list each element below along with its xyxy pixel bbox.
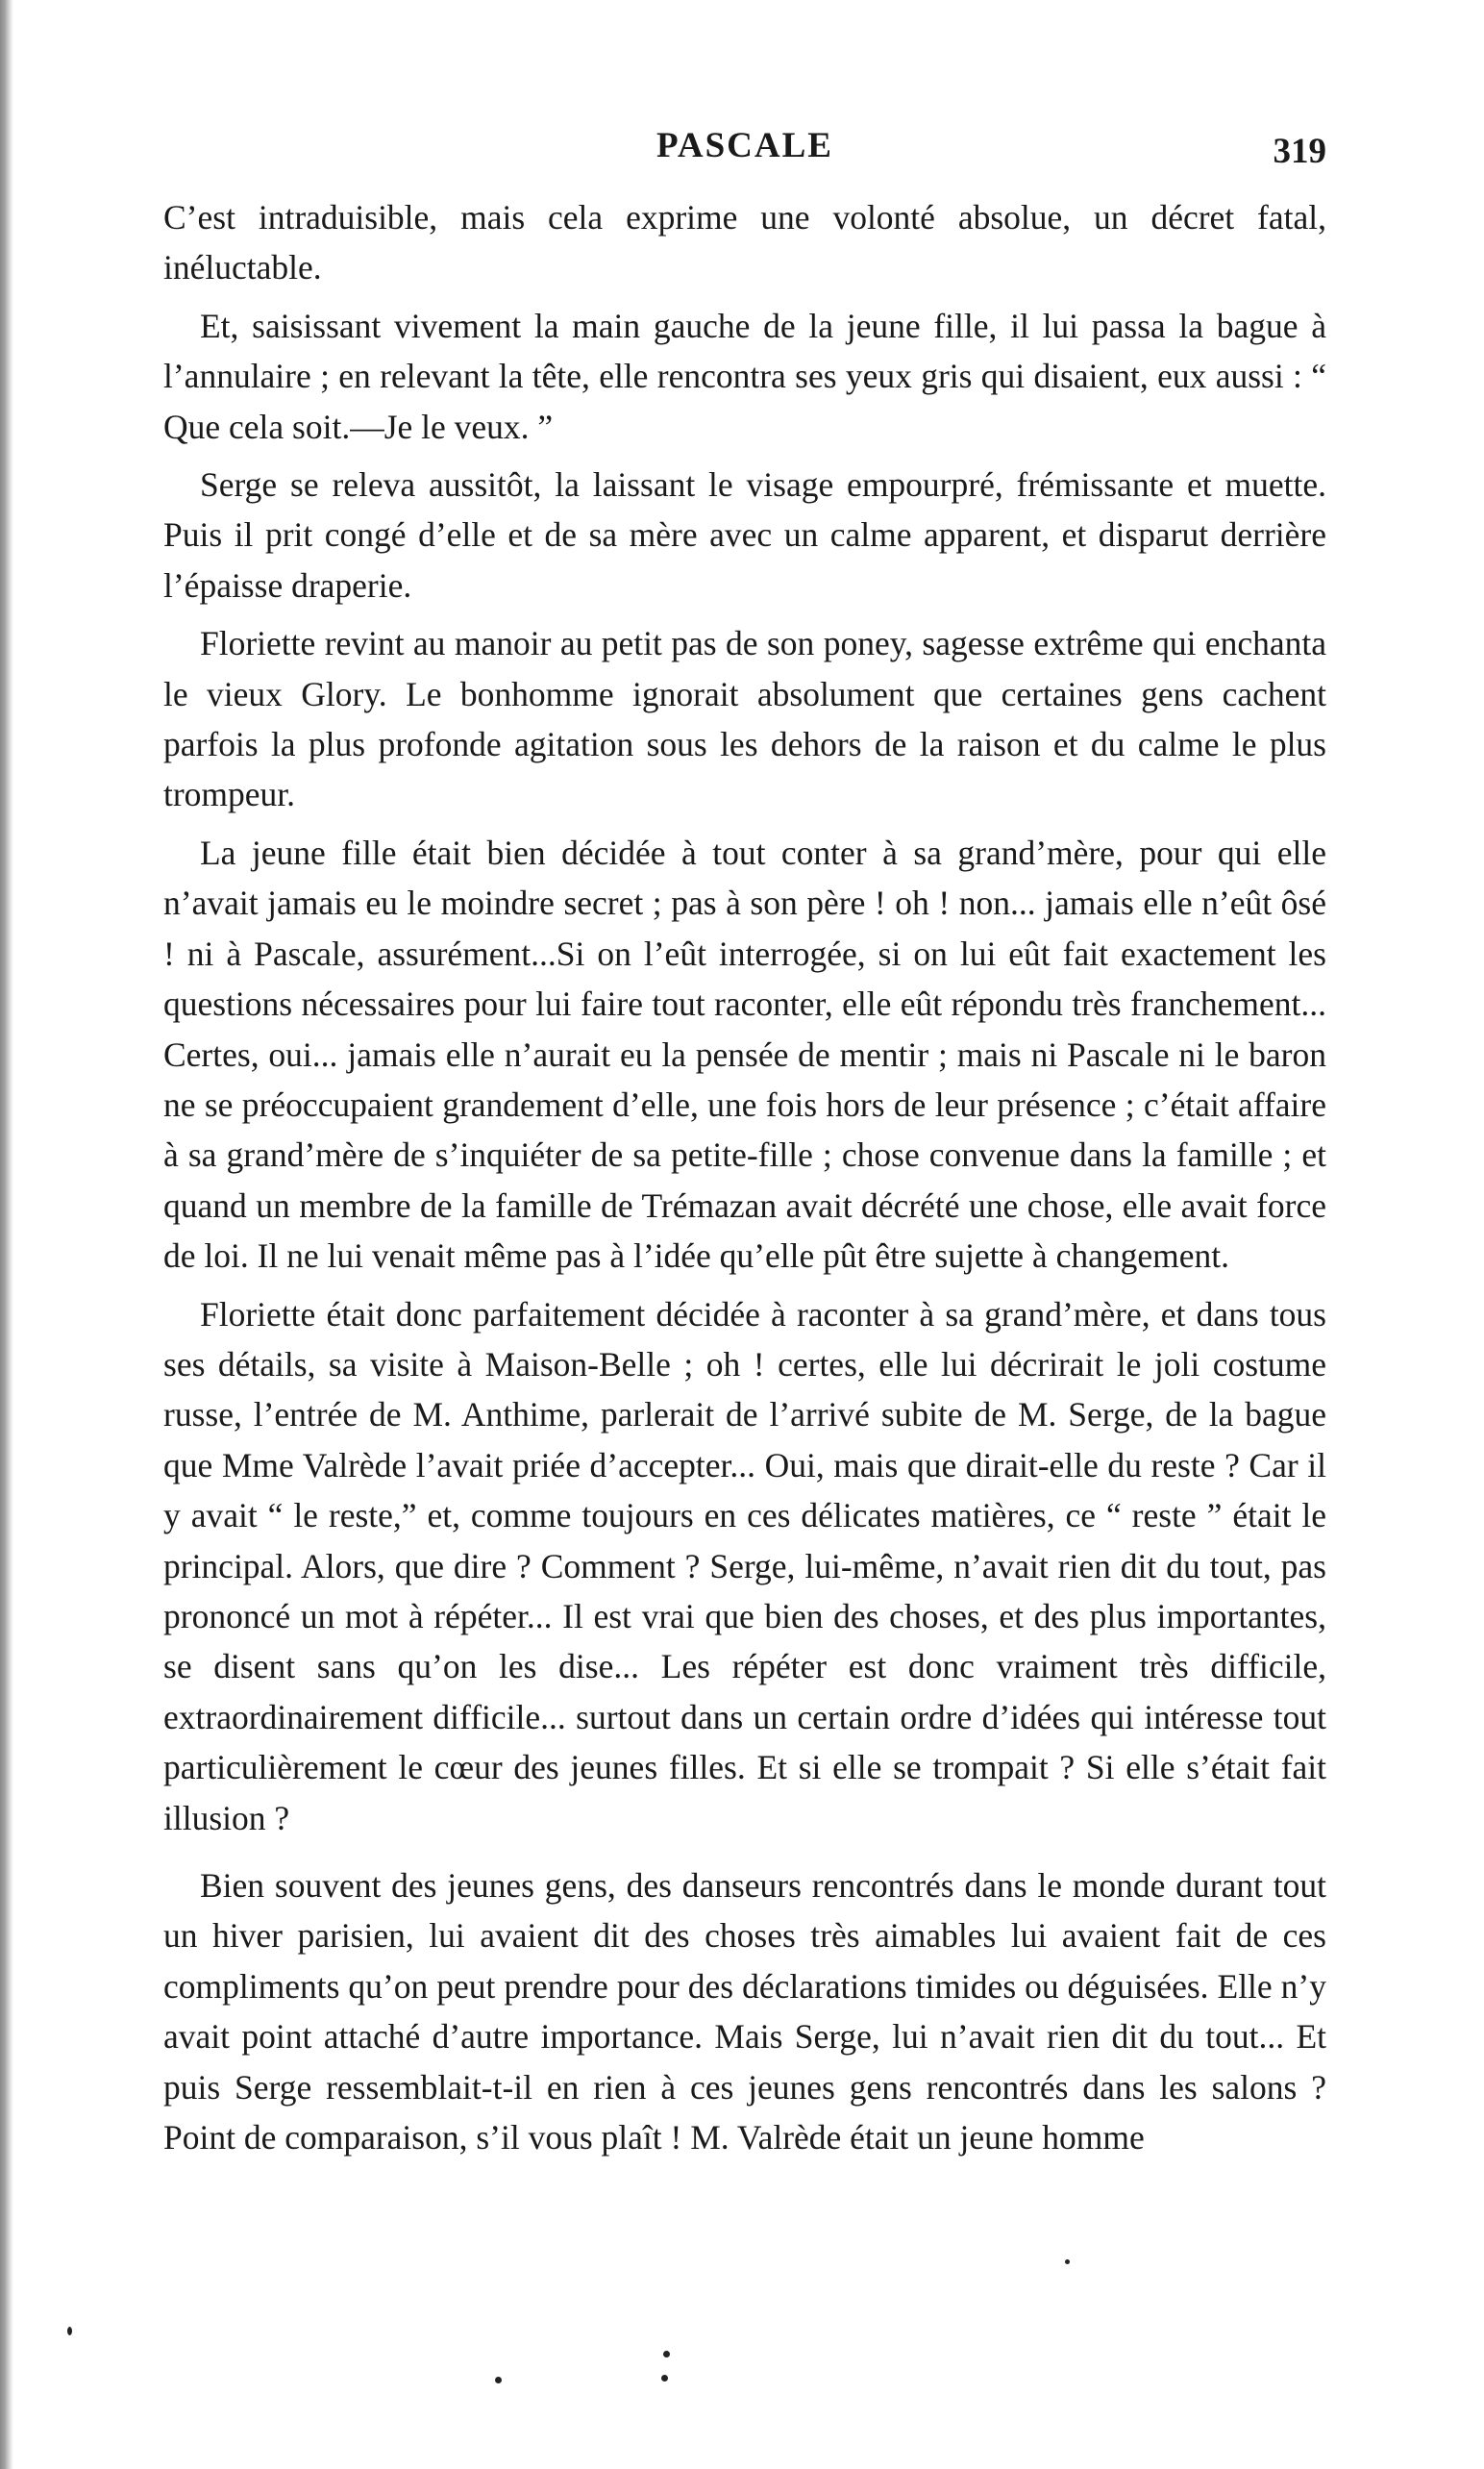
paragraph: Bien souvent des jeunes gens, des danseurs rencontrés dans le monde durant tout un hiver parisien, lui avaient dit des choses très aimables lui avaient fait de ces compliments qu’on peut prendre pour des déclarations timides ou déguisées. Elle n’y avait point attaché d’autre importance. Mais Serge, lui n’avait rien dit du tout... Et puis Serge ressemblait-t-il en rien à ces jeunes gens rencontrés dans les salons ? Point de comparaison, s’il vous plaît ! M. Valrède était un jeune homme — [163, 1866, 1326, 2157]
paragraph: La jeune fille était bien décidée à tout conter à sa grand’mère, pour qui elle n’avait jamais eu le moindre secret ; pas à son père ! oh ! non... jamais elle n’eût ôsé ! ni à Pascale, assurément...Si on l’eût interrogée, si on lui eût fait exactement les questions nécessaires pour lui faire tout raconter, elle eût répondu très franchement... Certes, oui... jamais elle n’aurait eu la pensée de mentir ; mais ni Pascale ni le baron ne se préoccupaient grandement d’elle, une fois hors de leur présence ; c’était affaire à sa grand’mère de s’inquiéter de sa petite-fille ; chose convenue dans la famille ; et quand un membre de la famille de Trémazan avait décrété une chose, elle avait force de loi. Il ne lui venait même pas à l’idée qu’elle pût être sujette à changement. — [163, 833, 1326, 1276]
paragraph: Floriette revint au manoir au petit pas de son poney, sagesse extrême qui enchanta le vieux Glory. Le bonhomme ignorait absolument que certaines gens cachent parfois la plus profonde agitation sous les dehors de la raison et du calme le plus trompeur. — [163, 624, 1326, 814]
paragraph: Serge se releva aussitôt, la laissant le visage empourpré, frémissante et muette. Puis il prit congé d’elle et de sa mère avec un calme apparent, et disparut derrière l’épaisse draperie. — [163, 465, 1326, 605]
page-header — [163, 125, 1326, 173]
page-binding-edge — [0, 0, 13, 2469]
ink-speck — [661, 2375, 668, 2382]
ink-speck — [1065, 2259, 1070, 2264]
paragraph: Et, saisissant vivement la main gauche de la jeune fille, il lui passa la bague à l’annulaire ; en relevant la tête, elle rencontra ses yeux gris qui disaient, eux aussi : “ Que cela soit.—Je le veux. ” — [163, 306, 1326, 446]
running-head: PASCALE — [656, 126, 833, 165]
body-text — [163, 192, 1326, 2170]
ink-speck — [495, 2377, 502, 2383]
ink-speck — [67, 2327, 72, 2335]
paragraph: Floriette était donc parfaitement décidée à raconter à sa grand’mère, et dans tous ses détails, sa visite à Maison-Belle ; oh ! certes, elle lui décrirait le joli costume russe, l’entrée de M. Anthime, parlerait de l’arrivé subite de M. Serge, de la bague que Mme Valrède l’avait priée d’accepter... Oui, mais que dirait-elle du reste ? Car il y avait “ le reste,” et, comme toujours en ces délicates matières, ce “ reste ” était le principal. Alors, que dire ? Comment ? Serge, lui-même, n’avait rien dit du tout, pas prononcé un mot à répéter... Il est vrai que bien des choses, et des plus importantes, se disent sans qu’on les dise... Les répéter est donc vraiment très difficile, extraordinairement difficile... surtout dans un certain ordre d’idées qui intéresse tout particulièrement le cœur des jeunes filles. Et si elle se trompait ? Si elle s’était fait illusion ? — [163, 1294, 1326, 1837]
page-number: 319 — [1273, 132, 1326, 171]
paragraph: C’est intraduisible, mais cela exprime une volonté absolue, un décret fatal, inéluctable. — [163, 198, 1326, 287]
ink-speck — [663, 2351, 670, 2357]
